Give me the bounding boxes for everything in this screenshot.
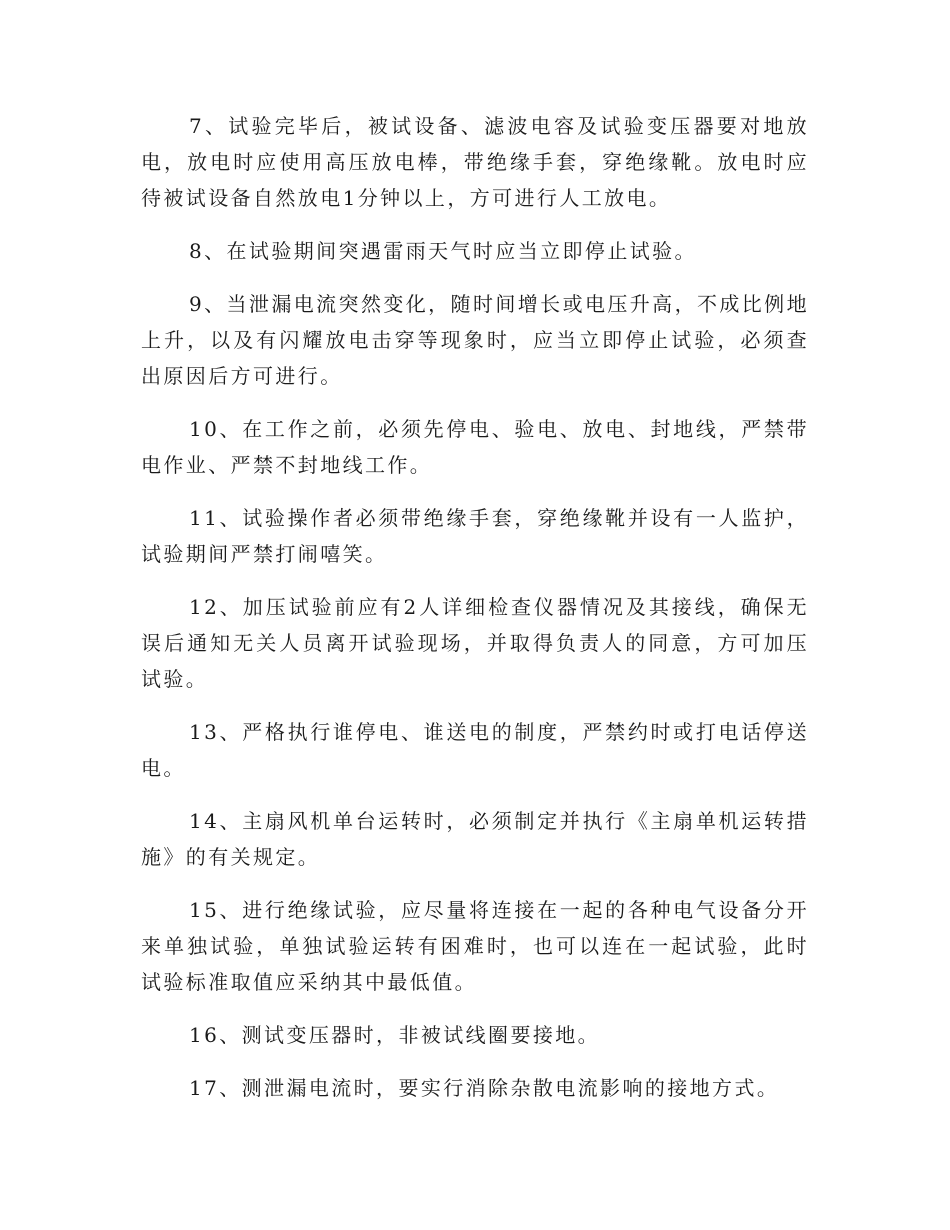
paragraph-item-14: 14、主扇风机单台运转时，必须制定并执行《主扇单机运转措施》的有关规定。 bbox=[141, 809, 809, 869]
paragraph-item-9: 9、当泄漏电流突然变化，随时间增长或电压升高，不成比例地上升，以及有闪耀放电击穿等现象时，应当立即停止试验，必须查出原因后方可进行。 bbox=[141, 292, 809, 388]
paragraph-item-10: 10、在工作之前，必须先停电、验电、放电、封地线，严禁带电作业、严禁不封地线工作。 bbox=[141, 417, 809, 477]
paragraph-item-15: 15、进行绝缘试验，应尽量将连接在一起的各种电气设备分开来单独试验，单独试验运转有困难时，也可以连在一起试验，此时试验标准取值应采纳其中最低值。 bbox=[141, 898, 809, 994]
document-body bbox=[141, 108, 809, 1123]
paragraph-item-11: 11、试验操作者必须带绝缘手套，穿绝缘靴并设有一人监护，试验期间严禁打闹嘻笑。 bbox=[141, 506, 809, 566]
paragraph-item-7: 7、试验完毕后，被试设备、滤波电容及试验变压器要对地放电，放电时应使用高压放电棒，带绝缘手套，穿绝缘靴。放电时应待被试设备自然放电1分钟以上，方可进行人工放电。 bbox=[141, 114, 809, 210]
paragraph-item-16: 16、测试变压器时，非被试线圈要接地。 bbox=[189, 1023, 601, 1047]
paragraph-item-12: 12、加压试验前应有2人详细检查仪器情况及其接线，确保无误后通知无关人员离开试验现场，并取得负责人的同意，方可加压试验。 bbox=[141, 595, 809, 691]
paragraph-item-8: 8、在试验期间突遇雷雨天气时应当立即停止试验。 bbox=[189, 239, 697, 263]
paragraph-item-17: 17、测泄漏电流时，要实行消除杂散电流影响的接地方式。 bbox=[189, 1076, 780, 1100]
paragraph-item-13: 13、严格执行谁停电、谁送电的制度，严禁约时或打电话停送电。 bbox=[141, 720, 809, 780]
